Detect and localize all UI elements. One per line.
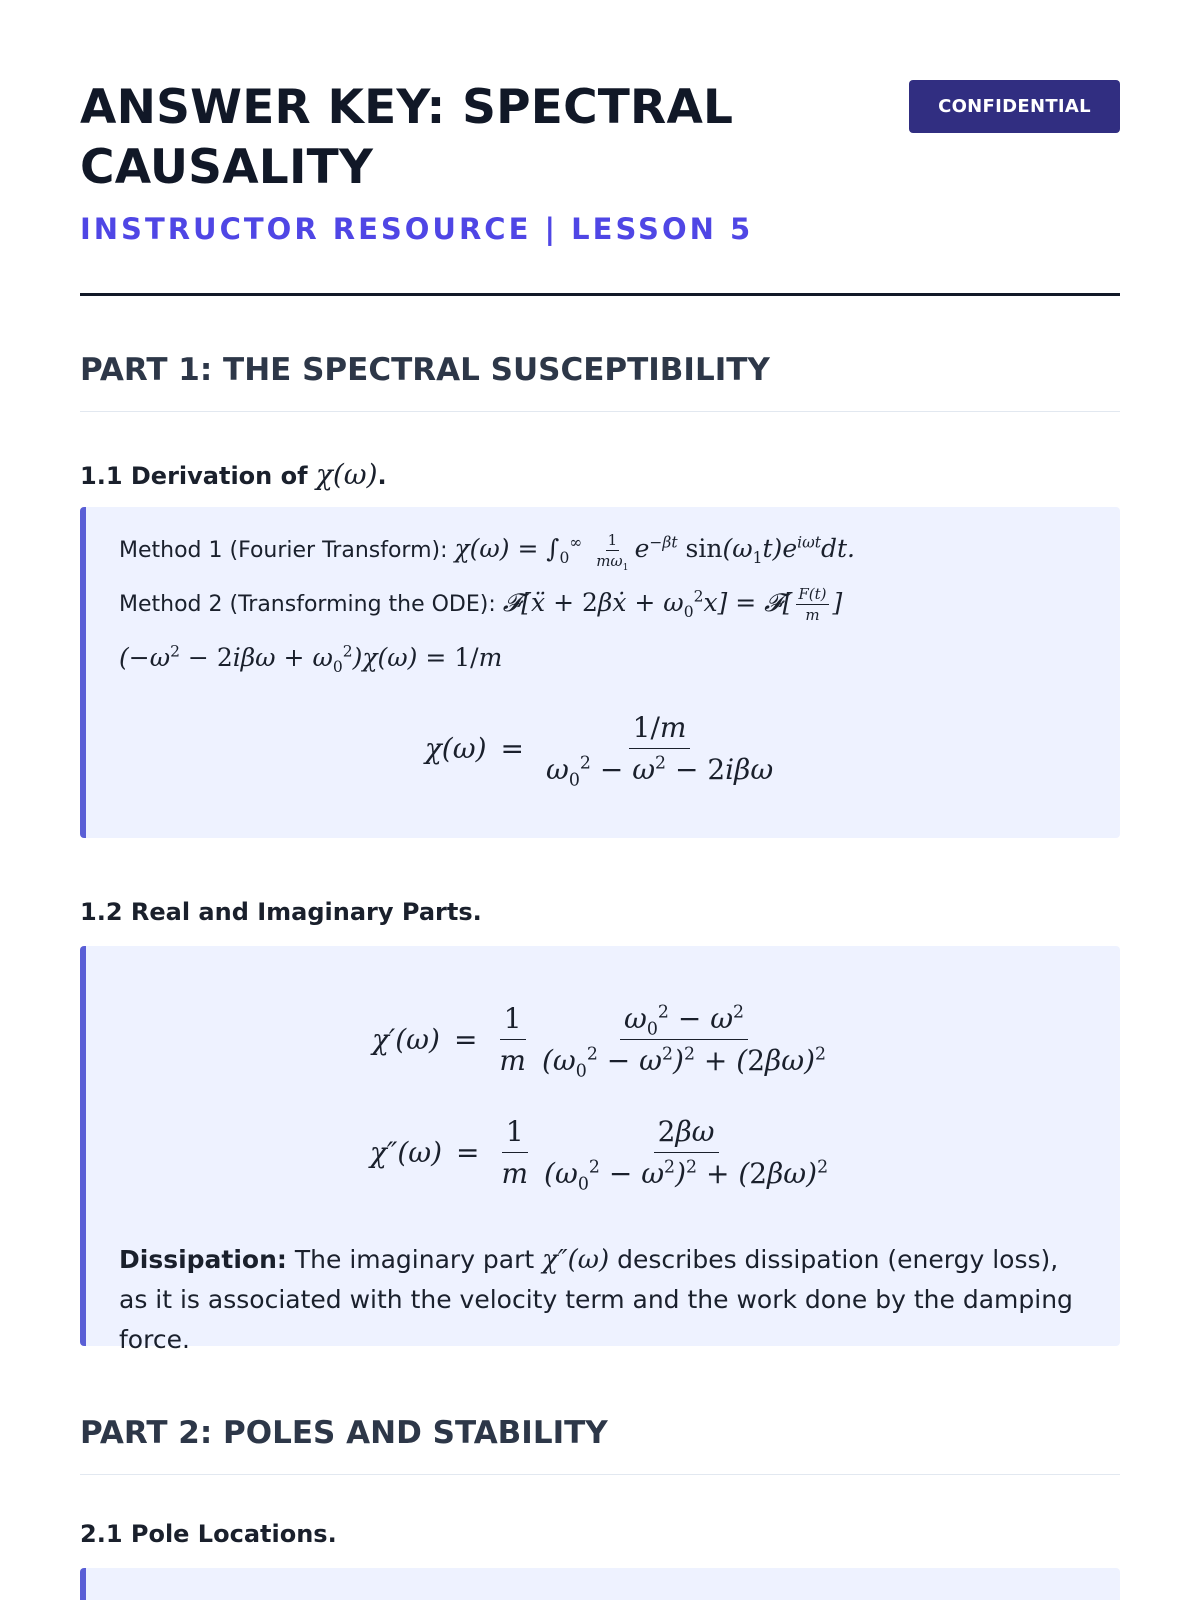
page-title: ANSWER KEY: SPECTRAL CAUSALITY [80,80,734,195]
section-2-1-title: 2.1 Pole Locations. [80,1520,337,1548]
part1-title: PART 1: THE SPECTRAL SUSCEPTIBILITY [80,352,770,388]
section-1-1-title: 1.1 Derivation of χ(ω). [80,458,387,491]
part1-divider [80,411,1120,412]
part2-title: PART 2: POLES AND STABILITY [80,1415,608,1451]
part2-divider [80,1474,1120,1475]
transformed-ode-line [119,642,503,676]
chi-real-part-equation: χ′(ω) = $\frac{1}{m}$ $\frac{\omega_0^2 - \omega^2}{(\omega_0^2 - \omega^2)^2 + (2\beta\omega)^2}$ [371,1001,827,1082]
method-2-line: Method 2 (Transforming the ODE): 𝓕[ẍ + 2βẋ + $\omega_0^2x$] = 𝓕[ $\frac{F(t)}{m}$ ] [119,585,843,624]
chi-double-prime-symbol: χ″(ω) [542,1245,610,1275]
method-1-equation: $\chi(\omega) = \int_0^\infty$ $\frac{1}{m\omega_1}$ $e^{-\beta t}$ $\sin(\omega_1t)e^{i\omega t}dt$. [454,531,855,573]
derivation-box [80,507,1120,838]
section-1-2-title: 1.2 Real and Imaginary Parts. [80,898,482,926]
chi-omega-symbol: χ(ω) [315,458,378,491]
chi-imaginary-part-equation: χ″(ω) = $\frac{1}{m}$ $\frac{2\beta\omega}{(\omega_0^2 - \omega^2)^2 + (2\beta\omega)^2}$ [369,1114,829,1195]
pole-locations-box [80,1568,1120,1600]
document-header [80,0,1120,297]
dissipation-paragraph: Dissipation: The imaginary part χ″(ω) describes dissipation (energy loss), as it is associated with the velocity term and the work done by the damping force. [119,1245,1073,1354]
confidential-badge: CONFIDENTIAL [909,80,1120,133]
method-2-equation: 𝓕[ẍ + 2βẋ + $\omega_0^2x$] = 𝓕[ $\frac{F(t)}{m}$ ] [502,585,843,624]
real-imaginary-box [80,946,1120,1354]
transformed-ode-equation: $(-\omega^2 - 2i\beta\omega + \omega_0^2)\chi(\omega) = 1/m$ [119,642,503,676]
page-subtitle: INSTRUCTOR RESOURCE | LESSON 5 [80,212,754,246]
method-1-line: Method 1 (Fourier Transform): $\chi(\omega) = \int_0^\infty$ $\frac{1}{m\omega_1}$ $e^{-\beta t}$ $\sin(\omega_1t)e^{i\omega t}dt$. [119,531,855,573]
header-divider [80,293,1120,296]
susceptibility-result-equation: χ(ω) = $\frac{1/m}{\omega_0^2 - \omega^2 - 2i\beta\omega}$ [424,710,774,791]
document-page [80,0,1120,1548]
